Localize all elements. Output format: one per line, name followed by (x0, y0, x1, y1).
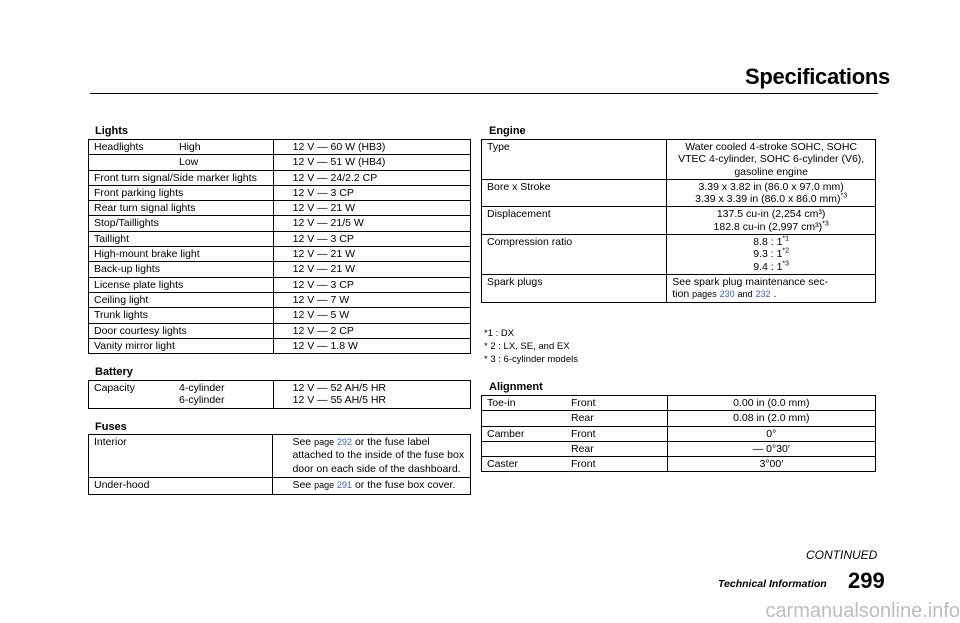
engine-spark-line-1: See spark plug maintenance sec- (672, 275, 829, 288)
engine-comp-label: Compression ratio (482, 235, 667, 275)
fuses-underhood-label: Under-hood (89, 478, 273, 494)
engine-disp-value-2: 182.8 cu-in (2,997 cm³) (713, 220, 823, 233)
footer-section-title: Technical Information (718, 578, 827, 590)
table-row (89, 262, 471, 277)
table-row (482, 411, 876, 426)
alignment-item-sublabel: Rear (571, 412, 594, 425)
alignment-label-cell (482, 396, 668, 411)
engine-disp-label: Displacement (482, 207, 667, 235)
table-row (89, 338, 471, 353)
fuses-see-text: See (292, 436, 312, 448)
table-row (482, 235, 876, 275)
lights-label-cell (89, 155, 274, 170)
engine-spark-period: . (773, 288, 777, 301)
engine-table (481, 139, 876, 303)
battery-value-6cyl: 12 V — 55 AH/5 HR (292, 394, 387, 407)
engine-spark-tion: tion (672, 288, 690, 301)
page-number: 299 (848, 568, 885, 593)
alignment-label-cell (482, 441, 668, 456)
table-row (89, 140, 471, 155)
fuses-underhood-value (273, 478, 471, 494)
fuses-page-word: page (314, 480, 335, 491)
engine-bore-value (667, 179, 876, 207)
table-row (482, 396, 876, 411)
lights-label-cell: Rear turn signal lights (89, 201, 274, 216)
footnotes (484, 327, 578, 366)
engine-spark-page-link-232[interactable]: 232 (755, 289, 771, 300)
alignment-item-value: — 0°30′ (667, 441, 875, 456)
lights-item-value: 12 V — 3 CP (273, 277, 470, 292)
table-row (89, 155, 471, 170)
lights-item-value: 12 V — 51 W (HB4) (273, 155, 470, 170)
engine-spark-label: Spark plugs (482, 274, 667, 302)
table-row (482, 426, 876, 441)
engine-type-value: Water cooled 4-stroke SOHC, SOHC VTEC 4-cylinder, SOHC 6-cylinder (V6), gasoline engine (667, 140, 876, 180)
lights-item-value: 12 V — 5 W (273, 308, 470, 323)
footnote-2: * 2 : LX, SE, and EX (484, 341, 570, 352)
lights-label-cell: Taillight (89, 231, 274, 246)
table-row (482, 179, 876, 207)
lights-item-sublabel: High (179, 141, 201, 153)
table-row (89, 201, 471, 216)
fuses-interior-label: Interior (89, 435, 273, 478)
lights-item-label: Headlights (94, 141, 144, 153)
header-rule (90, 93, 878, 94)
alignment-item-value: 0.00 in (0.0 mm) (667, 396, 875, 411)
lights-item-value: 12 V — 21 W (273, 247, 470, 262)
alignment-item-label: Toe-in (487, 397, 516, 409)
engine-spark-page-link-230[interactable]: 230 (719, 289, 735, 300)
table-row (482, 274, 876, 302)
fuses-underhood-text: or the fuse box cover. (354, 479, 456, 492)
lights-label-cell: Front parking lights (89, 185, 274, 200)
battery-table (88, 380, 471, 409)
fuses-heading: Fuses (95, 421, 127, 433)
lights-label-cell: Back-up lights (89, 262, 274, 277)
alignment-label-cell (482, 411, 668, 426)
engine-bore-value-1: 3.39 x 3.82 in (86.0 x 97.0 mm) (698, 180, 844, 193)
engine-heading: Engine (489, 125, 526, 137)
alignment-item-sublabel: Front (571, 427, 596, 440)
battery-sub-4cyl: 4-cylinder (179, 382, 225, 394)
table-row (89, 170, 471, 185)
lights-item-value: 12 V — 21 W (273, 201, 470, 216)
table-row (89, 185, 471, 200)
lights-table (88, 139, 471, 354)
lights-label-cell (89, 140, 274, 155)
alignment-item-value: 0.08 in (2.0 mm) (667, 411, 875, 426)
engine-comp-value-1: 8.8 : 1 (753, 236, 783, 249)
lights-item-value: 12 V — 3 CP (273, 231, 470, 246)
footnote-3: * 3 : 6-cylinder models (484, 354, 578, 365)
fuses-see-text: See (292, 479, 312, 492)
lights-label-cell: Trunk lights (89, 308, 274, 323)
engine-spark-and: and (737, 289, 753, 300)
fuses-interior-value (273, 435, 471, 478)
engine-comp-value-3: 9.4 : 1 (753, 260, 783, 273)
lights-label-cell: Stop/Taillights (89, 216, 274, 231)
lights-item-value: 12 V — 3 CP (273, 185, 470, 200)
alignment-item-sublabel: Rear (571, 442, 594, 455)
table-row (89, 308, 471, 323)
lights-item-value: 12 V — 21/5 W (273, 216, 470, 231)
lights-item-value: 12 V — 60 W (HB3) (273, 140, 470, 155)
lights-item-value: 12 V — 1.8 W (273, 338, 470, 353)
alignment-heading: Alignment (489, 381, 543, 393)
table-row (482, 207, 876, 235)
battery-label-cell (89, 381, 274, 409)
footnote-marker: *2 (782, 247, 790, 255)
battery-capacity-label: Capacity (94, 382, 135, 394)
fuses-table (88, 434, 471, 495)
footnote-1: *1 : DX (484, 328, 515, 339)
engine-type-label: Type (482, 140, 667, 180)
lights-label-cell: License plate lights (89, 277, 274, 292)
alignment-item-label: Camber (487, 427, 525, 440)
footnote-marker: *3 (782, 260, 790, 268)
table-row (482, 140, 876, 180)
table-row (89, 323, 471, 338)
lights-label-cell: Door courtesy lights (89, 323, 274, 338)
lights-label-cell: High-mount brake light (89, 247, 274, 262)
alignment-label-cell (482, 457, 668, 472)
engine-spark-value (667, 274, 876, 302)
engine-spark-pages-word: pages (692, 289, 717, 300)
engine-disp-value (667, 207, 876, 235)
lights-item-value: 12 V — 2 CP (273, 323, 470, 338)
table-row (89, 231, 471, 246)
footnote-marker: *1 (782, 235, 790, 243)
continued-label: CONTINUED (806, 548, 878, 562)
lights-item-sublabel: Low (179, 156, 199, 169)
table-row (89, 381, 471, 409)
footnote-marker: *3 (840, 192, 848, 200)
table-row (482, 457, 876, 472)
table-row (89, 478, 471, 494)
footnote-marker: *3 (822, 220, 829, 228)
table-row (89, 435, 471, 478)
battery-value-cell (273, 381, 470, 409)
alignment-item-label: Caster (487, 458, 518, 471)
lights-label-cell: Front turn signal/Side marker lights (89, 170, 274, 185)
lights-item-value: 12 V — 7 W (273, 292, 470, 307)
page-title: Specifications (745, 64, 890, 89)
battery-heading: Battery (95, 366, 133, 378)
fuses-interior-page-link[interactable]: 292 (337, 437, 353, 447)
engine-disp-value-1: 137.5 cu-in (2,254 cm³) (716, 208, 826, 221)
engine-bore-value-2: 3.39 x 3.39 in (86.0 x 86.0 mm) (695, 193, 841, 206)
battery-value-4cyl: 12 V — 52 AH/5 HR (292, 382, 387, 394)
table-row (89, 216, 471, 231)
lights-label-cell: Vanity mirror light (89, 338, 274, 353)
lights-item-value: 12 V — 24/2.2 CP (273, 170, 470, 185)
table-row (89, 277, 471, 292)
table-row (89, 247, 471, 262)
alignment-item-value: 3°00′ (667, 457, 875, 472)
alignment-table (481, 395, 876, 472)
lights-label-cell: Ceiling light (89, 292, 274, 307)
fuses-underhood-page-link[interactable]: 291 (337, 480, 353, 491)
fuses-page-word: page (314, 437, 335, 447)
alignment-item-sublabel: Front (571, 458, 596, 471)
lights-item-value: 12 V — 21 W (273, 262, 470, 277)
alignment-item-sublabel: Front (571, 397, 596, 409)
lights-heading: Lights (95, 125, 128, 137)
engine-comp-value-2: 9.3 : 1 (753, 248, 783, 261)
alignment-item-value: 0° (667, 426, 875, 441)
table-row (89, 292, 471, 307)
alignment-label-cell (482, 426, 668, 441)
table-row (482, 441, 876, 456)
watermark: carmanualsonline.info (765, 600, 960, 622)
engine-comp-value (667, 235, 876, 275)
battery-sub-6cyl: 6-cylinder (179, 394, 225, 407)
engine-bore-label: Bore x Stroke (482, 179, 667, 207)
fuses-interior-text: or the fuse label attached to the inside of the fuse box door on each side of the dashboard. (292, 436, 465, 475)
